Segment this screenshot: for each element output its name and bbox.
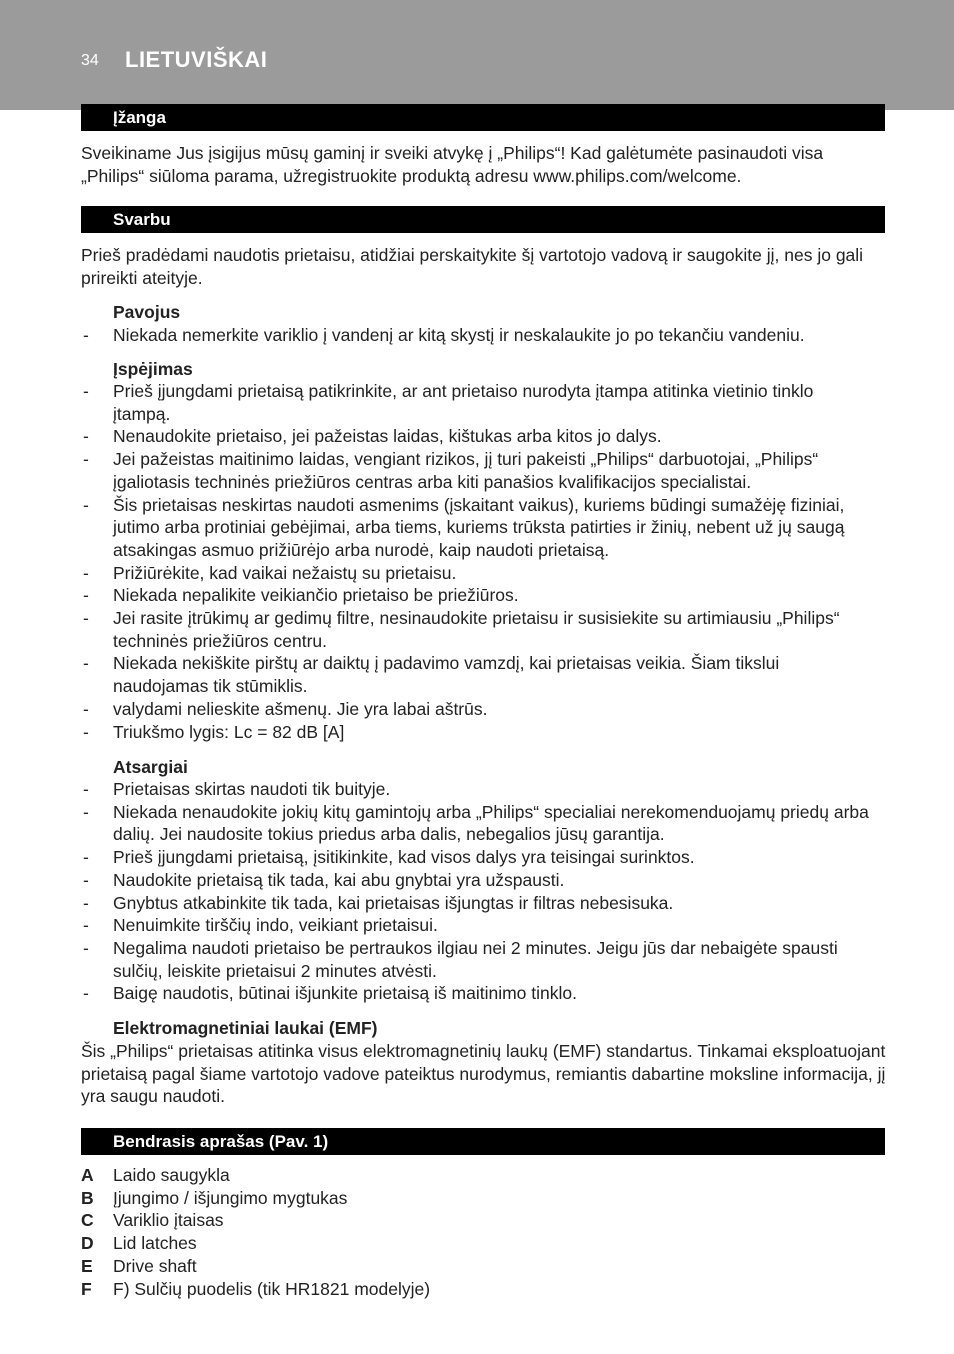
list-item-text: Naudokite prietaisą tik tada, kai abu gnybtai yra užspausti.	[113, 869, 565, 890]
part-letter: A	[81, 1165, 94, 1185]
list-dash: -	[83, 494, 89, 515]
emf-heading: Elektromagnetiniai laukai (EMF)	[113, 1018, 378, 1038]
caution-list	[81, 778, 871, 1005]
list-item	[81, 448, 871, 493]
list-item-text: Prieš įjungdami prietaisą, įsitikinkite, kad visos dalys yra teisingai surinktos.	[113, 847, 695, 868]
list-item-text: Gnybtus atkabinkite tik tada, kai prietaisas išjungtas ir filtras nebesisuka.	[113, 892, 674, 913]
list-item	[81, 698, 871, 721]
part-text: Variklio įtaisas	[113, 1210, 224, 1231]
list-item	[81, 494, 871, 562]
list-item	[81, 892, 871, 915]
list-dash: -	[83, 801, 89, 822]
part-item	[81, 1232, 430, 1255]
parts-list	[81, 1164, 430, 1300]
part-item	[81, 1164, 430, 1187]
list-item	[81, 562, 871, 585]
list-item-text: Niekada nekiškite pirštų ar daiktų į padavimo vamzdį, kai prietaisas veikia. Šiam tikslui naudojamas tik stūmiklis.	[113, 653, 780, 697]
warning-heading: Įspėjimas	[113, 359, 193, 379]
list-dash: -	[83, 426, 89, 447]
part-text: Lid latches	[113, 1233, 197, 1254]
list-item-text: Jei rasite įtrūkimų ar gedimų filtre, nesinaudokite prietaisu ir susisiekite su artimiausiu „Philips“ techninės priežiūros centru.	[113, 608, 840, 651]
list-dash: -	[83, 608, 89, 629]
danger-list	[81, 324, 871, 347]
part-text: Drive shaft	[113, 1255, 197, 1276]
list-item-text: Niekada nepalikite veikiančio prietaiso be priežiūros.	[113, 585, 519, 606]
list-dash: -	[83, 847, 89, 868]
part-text: Laido saugykla	[113, 1165, 230, 1185]
list-item	[81, 937, 871, 982]
list-item-text: Triukšmo lygis: Lc = 82 dB [A]	[113, 721, 345, 742]
list-dash: -	[83, 915, 89, 936]
list-dash: -	[83, 449, 89, 470]
list-item	[81, 584, 871, 607]
list-dash: -	[83, 698, 89, 719]
warning-list	[81, 380, 871, 743]
list-item-text: Negalima naudoti prietaiso be pertraukos ilgiau nei 2 minutes. Jeigu jūs dar nebaigėte spausti sulčių, leiskite prietaisui 2 minutes atvėsti.	[113, 937, 838, 981]
list-item	[81, 982, 871, 1005]
list-dash: -	[83, 892, 89, 913]
list-dash: -	[83, 779, 89, 799]
part-item	[81, 1255, 430, 1278]
list-item	[81, 721, 871, 744]
list-item-text: Nenaudokite prietaiso, jei pažeistas laidas, kištukas arba kitos jo dalys.	[113, 426, 662, 447]
list-item	[81, 846, 871, 869]
list-item	[81, 778, 871, 801]
list-dash: -	[83, 653, 89, 674]
list-item	[81, 652, 871, 697]
important-intro-text: Prieš pradėdami naudotis prietaisu, atidžiai perskaitykite šį vartotojo vadovą ir saugokite jį, nes jo gali prireikti ateityje.	[81, 245, 864, 288]
list-item-text: Niekada nemerkite variklio į vandenį ar kitą skystį ir neskalaukite jo po tekančiu vandeniu.	[113, 325, 805, 345]
part-letter: F	[81, 1278, 92, 1299]
section-header-intro: Įžanga	[81, 104, 885, 131]
list-dash: -	[83, 562, 89, 583]
list-item	[81, 869, 871, 892]
list-dash: -	[83, 983, 89, 1004]
list-item-text: Prietaisas skirtas naudoti tik buityje.	[113, 779, 391, 799]
list-dash: -	[83, 381, 89, 401]
list-item	[81, 914, 871, 937]
part-item	[81, 1278, 430, 1301]
list-item	[81, 607, 871, 652]
section-header-important: Svarbu	[81, 206, 885, 233]
language-title: LIETUVIŠKAI	[125, 47, 268, 72]
list-item-text: Prižiūrėkite, kad vaikai nežaistų su prietaisu.	[113, 562, 457, 583]
list-item-text: Šis prietaisas neskirtas naudoti asmenims (įskaitant vaikus), kuriems būdingi sumažėję fiziniai, jutimo arba protiniai gebėjimai, arba tiems, kuriems trūksta patirties ir žinių, nebent už jų saugą atsakingas asmuo prižiūrėjo arba nurodė, kaip naudoti prietaisą.	[113, 494, 845, 560]
list-dash: -	[83, 937, 89, 958]
part-letter: B	[81, 1187, 94, 1208]
part-item	[81, 1187, 430, 1210]
page-number: 34	[81, 52, 99, 69]
section-header-overview: Bendrasis aprašas (Pav. 1)	[81, 1128, 885, 1155]
intro-text: Sveikiname Jus įsigijus mūsų gaminį ir sveiki atvykę į „Philips“! Kad galėtumėte pasinaudoti visa „Philips“ siūloma parama, užregistruokite produktą adresu www.philips.com/welcome.	[81, 143, 824, 186]
page-header-bar	[0, 0, 954, 110]
part-letter: E	[81, 1255, 93, 1276]
list-item-text: Jei pažeistas maitinimo laidas, vengiant rizikos, jį turi pakeisti „Philips“ darbuotojai, „Philips“ įgaliotasis techninės priežiūros centras arba kiti panašios kvalifikacijos specialistai.	[113, 449, 819, 492]
part-item	[81, 1209, 430, 1232]
list-item-text: valydami nelieskite ašmenų. Jie yra labai aštrūs.	[113, 698, 488, 719]
list-item	[81, 425, 871, 448]
list-dash: -	[83, 325, 89, 345]
danger-heading: Pavojus	[113, 302, 181, 322]
list-item-text: Prieš įjungdami prietaisą patikrinkite, ar ant prietaiso nurodyta įtampa atitinka vietinio tinklo įtampą.	[113, 381, 814, 424]
list-dash: -	[83, 721, 89, 742]
list-dash: -	[83, 585, 89, 606]
part-text: F) Sulčių puodelis (tik HR1821 modelyje)	[113, 1278, 431, 1299]
part-letter: C	[81, 1210, 94, 1231]
list-item	[81, 324, 871, 347]
caution-heading: Atsargiai	[113, 757, 188, 777]
emf-text: Šis „Philips“ prietaisas atitinka visus elektromagnetinių laukų (EMF) standartus. Tinkamai eksploatuojant prietaisą pagal šiame vartotojo vadove pateiktus nurodymus, remiantis dabartine moksline informacija, jį yra saugu naudoti.	[81, 1041, 886, 1107]
list-item-text: Baigę naudotis, būtinai išjunkite prietaisą iš maitinimo tinklo.	[113, 983, 577, 1004]
list-item-text: Nenuimkite tirščių indo, veikiant prietaisui.	[113, 915, 438, 936]
list-item	[81, 801, 871, 846]
list-item	[81, 380, 871, 425]
part-letter: D	[81, 1233, 94, 1254]
list-item-text: Niekada nenaudokite jokių kitų gamintojų arba „Philips“ specialiai nerekomenduojamų priedų arba dalių. Jei naudosite tokius priedus arba dalis, nebegalios jūsų garantija.	[113, 801, 869, 845]
part-text: Įjungimo / išjungimo mygtukas	[113, 1187, 348, 1208]
list-dash: -	[83, 869, 89, 890]
